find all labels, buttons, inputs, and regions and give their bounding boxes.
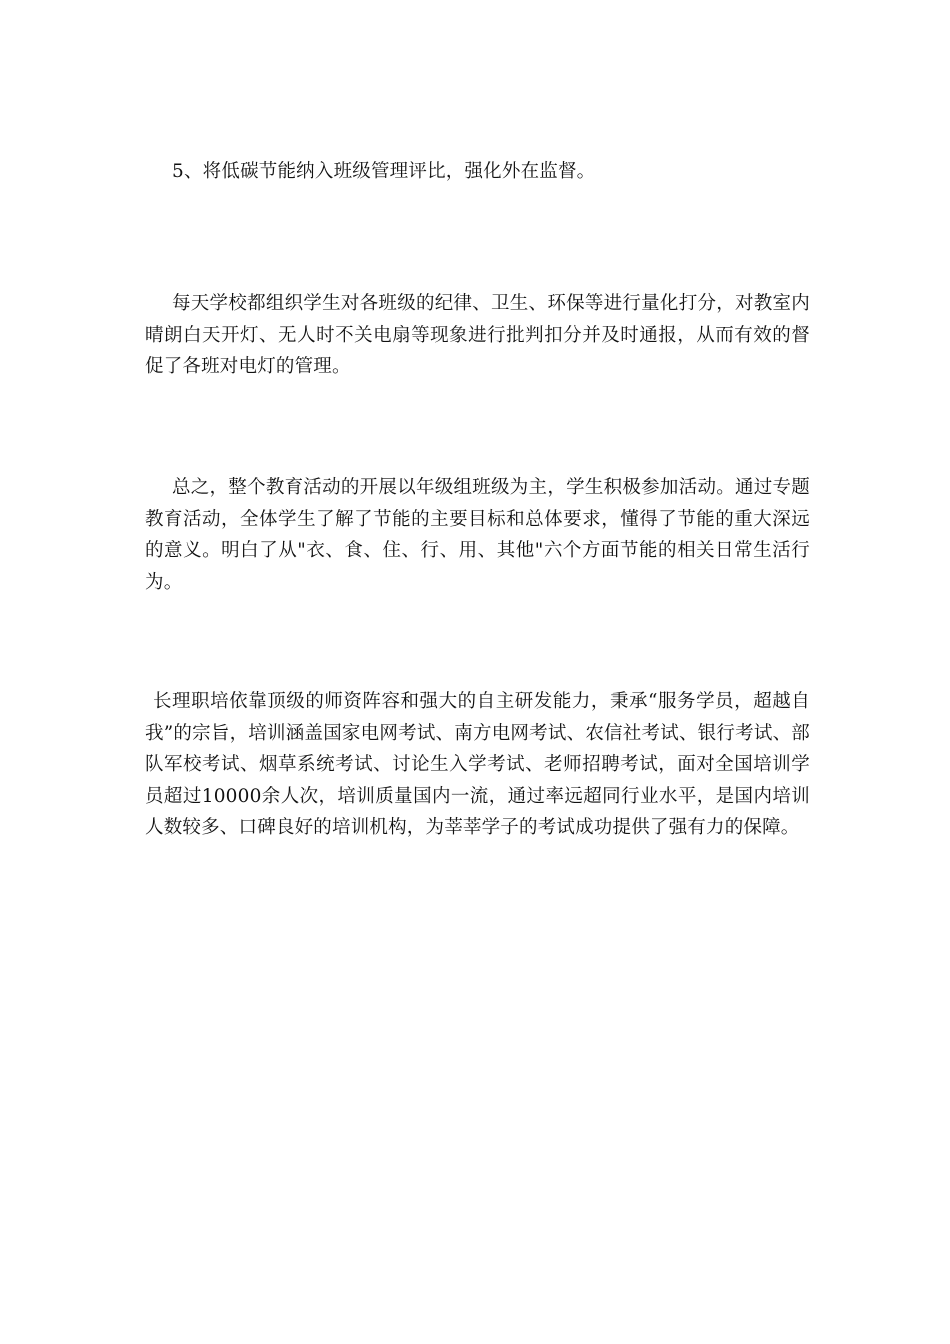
paragraph-daily-inspection: 每天学校都组织学生对各班级的纪律、卫生、环保等进行量化打分，对教室内晴朗白天开灯、无人时不关电扇等现象进行批判扣分并及时通报，从而有效的督促了各班对电灯的管理。	[145, 293, 810, 377]
paragraph-low-carbon-class-rating: 5、将低碳节能纳入班级管理评比，强化外在监督。	[172, 161, 596, 182]
paragraph-summary: 总之，整个教育活动的开展以年级组班级为主，学生积极参加活动。通过专题教育活动，全体学生了解了节能的主要目标和总体要求，懂得了节能的重大深远的意义。明白了从"衣、食、住、行、用、其他"六个方面节能的相关日常生活行为。	[145, 477, 810, 593]
paragraph-training-promo: 长理职培依靠顶级的师资阵容和强大的自主研发能力，秉承“服务学员，超越自我”的宗旨，培训涵盖国家电网考试、南方电网考试、农信社考试、银行考试、部队军校考试、烟草系统考试、讨论生入学考试、老师招聘考试，面对全国培训学员超过10000余人次，培训质量国内一流，通过率远超同行业水平，是国内培训人数较多、口碑良好的培训机构，为莘莘学子的考试成功提供了强有力的保障。	[145, 691, 810, 838]
